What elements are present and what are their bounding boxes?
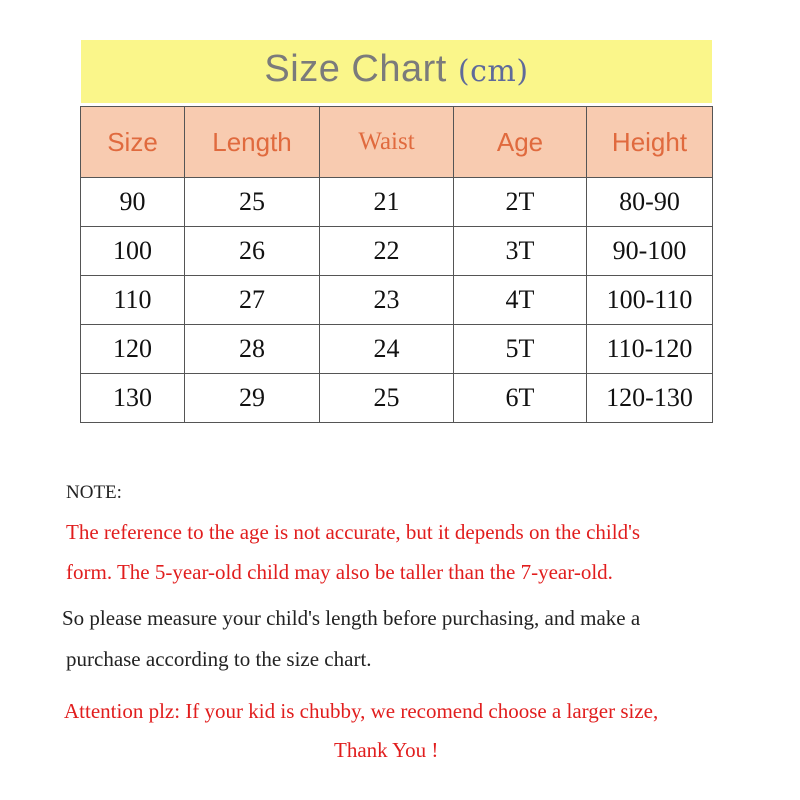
cell-size: 130 bbox=[81, 374, 185, 423]
cell-height: 90-100 bbox=[587, 227, 713, 276]
table-row bbox=[81, 276, 713, 325]
cell-length: 27 bbox=[185, 276, 320, 325]
cell-height: 80-90 bbox=[587, 178, 713, 227]
cell-size: 110 bbox=[81, 276, 185, 325]
cell-length: 26 bbox=[185, 227, 320, 276]
page-title bbox=[81, 48, 712, 91]
note-age-warning-line-1: The reference to the age is not accurate, but it depends on the child's bbox=[66, 520, 641, 544]
cell-length: 25 bbox=[185, 178, 320, 227]
title-unit: (cm) bbox=[457, 54, 529, 89]
cell-age: 4T bbox=[454, 276, 587, 325]
cell-size: 100 bbox=[81, 227, 185, 276]
cell-age: 6T bbox=[454, 374, 587, 423]
note-measure-line-1: So please measure your child's length before purchasing, and make a bbox=[62, 606, 641, 630]
table-header-row bbox=[81, 107, 713, 178]
header-waist: Waist bbox=[320, 107, 454, 178]
cell-size: 90 bbox=[81, 178, 185, 227]
cell-waist: 21 bbox=[320, 178, 454, 227]
cell-waist: 24 bbox=[320, 325, 454, 374]
header-height: Height bbox=[587, 107, 713, 178]
header-age: Age bbox=[454, 107, 587, 178]
table-row bbox=[81, 227, 713, 276]
cell-height: 120-130 bbox=[587, 374, 713, 423]
header-size: Size bbox=[81, 107, 185, 178]
cell-age: 2T bbox=[454, 178, 587, 227]
cell-waist: 22 bbox=[320, 227, 454, 276]
cell-age: 3T bbox=[454, 227, 587, 276]
note-age-warning-line-2: form. The 5-year-old child may also be taller than the 7-year-old. bbox=[66, 560, 613, 584]
note-attention: Attention plz: If your kid is chubby, we recomend choose a larger size, bbox=[64, 699, 659, 723]
cell-size: 120 bbox=[81, 325, 185, 374]
cell-length: 28 bbox=[185, 325, 320, 374]
table-row bbox=[81, 325, 713, 374]
table-row bbox=[81, 374, 713, 423]
header-length: Length bbox=[185, 107, 320, 178]
cell-waist: 25 bbox=[320, 374, 454, 423]
cell-height: 110-120 bbox=[587, 325, 713, 374]
note-label: NOTE: bbox=[66, 482, 122, 503]
table-row bbox=[81, 178, 713, 227]
cell-age: 5T bbox=[454, 325, 587, 374]
title-text: Size Chart bbox=[264, 48, 447, 90]
cell-height: 100-110 bbox=[587, 276, 713, 325]
note-measure-line-2: purchase according to the size chart. bbox=[66, 647, 372, 671]
cell-waist: 23 bbox=[320, 276, 454, 325]
size-chart-banner bbox=[81, 40, 712, 103]
size-table bbox=[80, 106, 713, 423]
cell-length: 29 bbox=[185, 374, 320, 423]
note-thank-you: Thank You ! bbox=[334, 738, 439, 762]
